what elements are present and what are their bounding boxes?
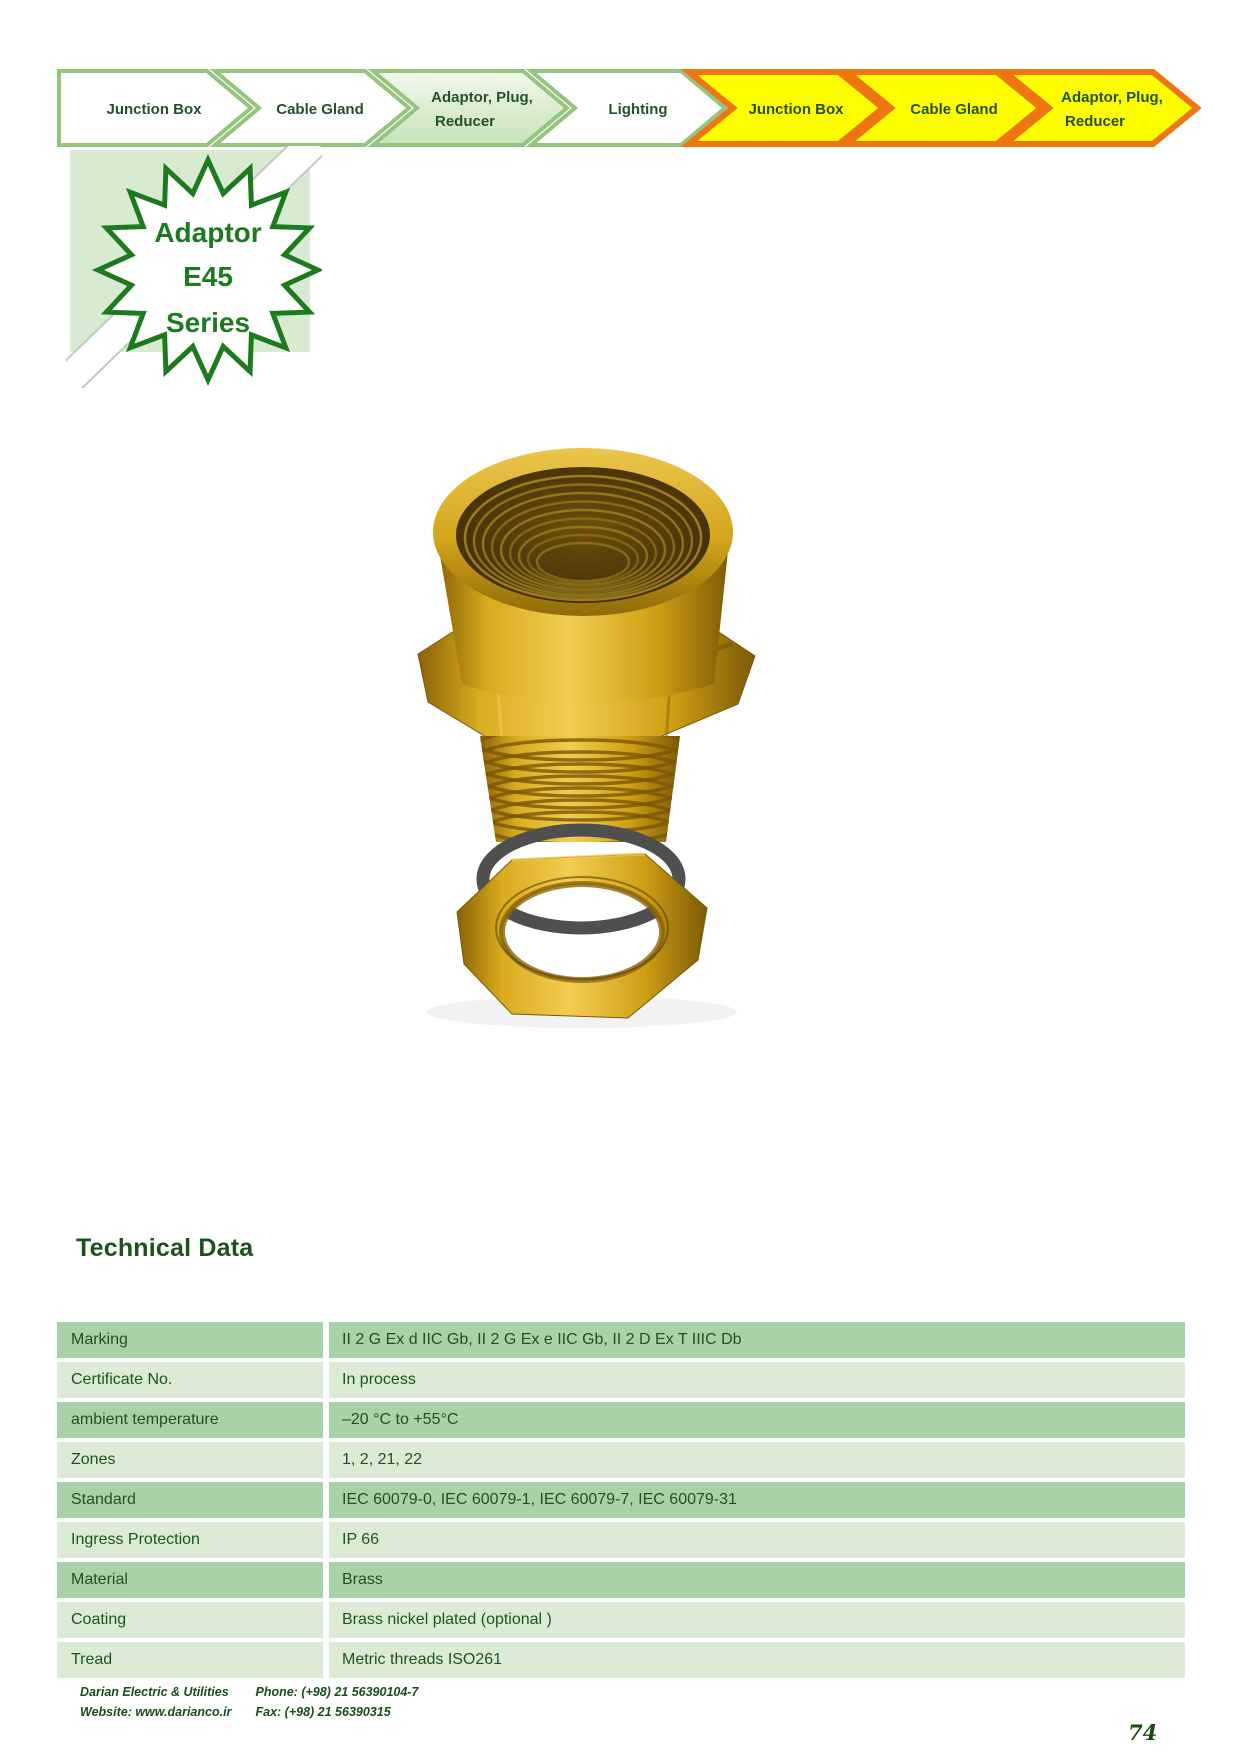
product-locknut	[457, 854, 707, 1018]
table-row-certificate	[57, 1362, 1185, 1398]
spec-label: Tread	[57, 1642, 323, 1678]
breadcrumb-label: Junction Box	[748, 101, 844, 118]
spec-value: Brass	[329, 1562, 1185, 1598]
footer-phone: Phone: (+98) 21 56390104-7	[255, 1685, 419, 1699]
badge-series-word: Series	[165, 307, 251, 338]
series-badge	[66, 146, 322, 388]
table-row-ingress-protection	[57, 1522, 1185, 1558]
product-image-brass-adaptor	[340, 392, 800, 1042]
breadcrumb-green-junction-box[interactable]	[59, 71, 251, 145]
table-row-material	[57, 1562, 1185, 1598]
table-row-marking	[57, 1322, 1185, 1358]
breadcrumb-bar	[57, 68, 1207, 148]
spec-value: IEC 60079-0, IEC 60079-1, IEC 60079-7, IEC 60079-31	[329, 1482, 1185, 1518]
table-row-coating	[57, 1602, 1185, 1638]
breadcrumb-label: Cable Gland	[910, 101, 998, 118]
badge-series-code: E45	[183, 261, 233, 292]
spec-value: –20 °C to +55°C	[329, 1402, 1185, 1438]
table-row-zones	[57, 1442, 1185, 1478]
spec-label: Marking	[57, 1322, 323, 1358]
spec-label: Ingress Protection	[57, 1522, 323, 1558]
spec-value: 1, 2, 21, 22	[329, 1442, 1185, 1478]
breadcrumb-label: Adaptor, Plug,	[431, 89, 533, 106]
spec-label: Coating	[57, 1602, 323, 1638]
badge-series-name: Adaptor	[154, 217, 262, 248]
footer-website[interactable]: Website: www.darianco.ir	[80, 1705, 232, 1719]
table-row-tread	[57, 1642, 1185, 1678]
spec-label: Certificate No.	[57, 1362, 323, 1398]
spec-label: Material	[57, 1562, 323, 1598]
breadcrumb-label: Cable Gland	[276, 101, 364, 118]
table-row-ambient-temperature	[57, 1402, 1185, 1438]
breadcrumb-label: Lighting	[608, 101, 668, 118]
spec-value: Brass nickel plated (optional )	[329, 1602, 1185, 1638]
spec-value: IP 66	[329, 1522, 1185, 1558]
page-footer	[80, 1682, 418, 1722]
spec-label: Zones	[57, 1442, 323, 1478]
spec-value: II 2 G Ex d IIC Gb, II 2 G Ex e IIC Gb, II 2 D Ex T IIIC Db	[329, 1322, 1185, 1358]
spec-label: ambient temperature	[57, 1402, 323, 1438]
breadcrumb-label: Junction Box	[106, 101, 202, 118]
table-row-standard	[57, 1482, 1185, 1518]
footer-fax: Fax: (+98) 21 56390315	[255, 1705, 391, 1719]
section-title: Technical Data	[76, 1234, 254, 1262]
spec-value: Metric threads ISO261	[329, 1642, 1185, 1678]
breadcrumb-label: Reducer	[434, 113, 496, 130]
page-number: 74	[1128, 1720, 1158, 1745]
breadcrumb-label: Reducer	[1064, 113, 1126, 130]
spec-label: Standard	[57, 1482, 323, 1518]
spec-value: In process	[329, 1362, 1185, 1398]
spec-table	[57, 1322, 1185, 1682]
product-threaded-cup	[433, 448, 733, 616]
footer-company: Darian Electric & Utilities	[80, 1685, 229, 1699]
breadcrumb-label: Adaptor, Plug,	[1061, 89, 1163, 106]
